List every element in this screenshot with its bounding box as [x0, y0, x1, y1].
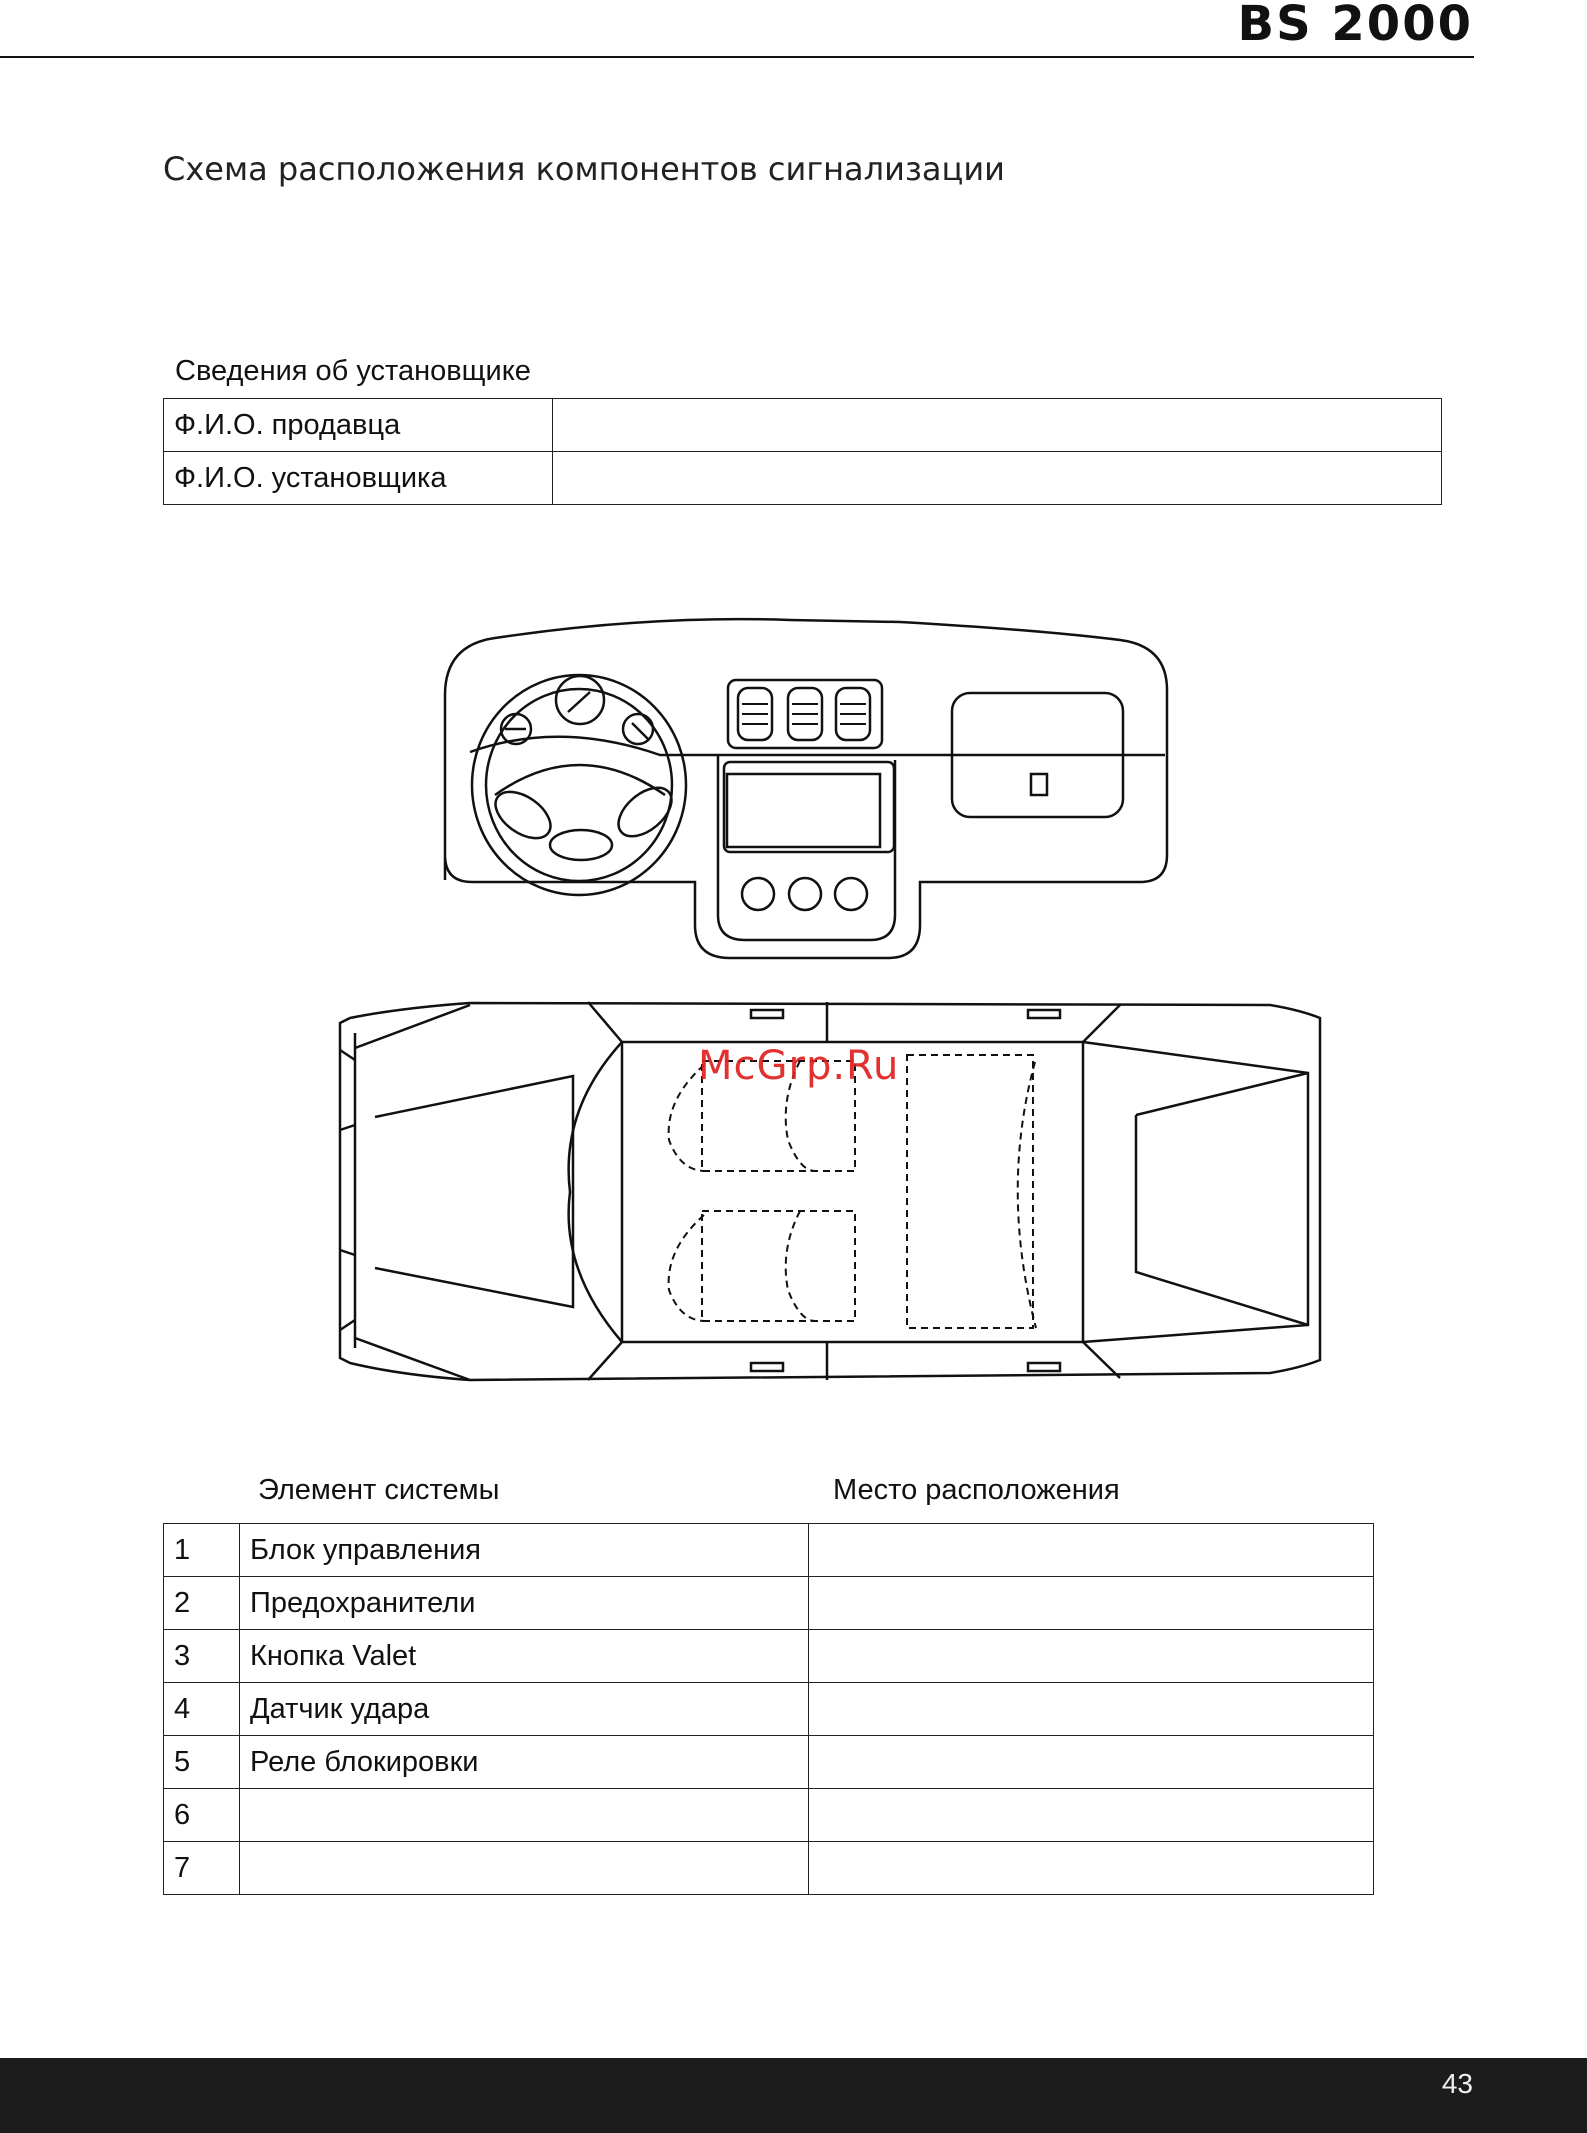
- footer-bar: [0, 2058, 1587, 2133]
- page-title: Схема расположения компонентов сигнализации: [163, 150, 1005, 188]
- location-field[interactable]: [809, 1630, 1374, 1683]
- document-header-title: BS 2000: [1237, 0, 1473, 52]
- table-row: [164, 1789, 1374, 1842]
- seller-name-label: Ф.И.О. продавца: [164, 399, 553, 452]
- location-field[interactable]: [809, 1842, 1374, 1895]
- element-name: Датчик удара: [240, 1683, 809, 1736]
- table-row: [164, 1577, 1374, 1630]
- location-field[interactable]: [809, 1789, 1374, 1842]
- row-number: 5: [164, 1736, 240, 1789]
- watermark-text: McGrp.Ru: [698, 1043, 900, 1089]
- row-number: 4: [164, 1683, 240, 1736]
- element-name: Блок управления: [240, 1524, 809, 1577]
- row-number: 1: [164, 1524, 240, 1577]
- element-name: Реле блокировки: [240, 1736, 809, 1789]
- location-field[interactable]: [809, 1683, 1374, 1736]
- location-field[interactable]: [809, 1577, 1374, 1630]
- row-number: 6: [164, 1789, 240, 1842]
- table-row: [164, 1524, 1374, 1577]
- element-name: Кнопка Valet: [240, 1630, 809, 1683]
- element-name[interactable]: [240, 1789, 809, 1842]
- element-name[interactable]: [240, 1842, 809, 1895]
- installer-section-label: Сведения об установщике: [175, 355, 531, 387]
- row-number: 2: [164, 1577, 240, 1630]
- table-row: [164, 1842, 1374, 1895]
- elements-table: [163, 1523, 1374, 1895]
- element-column-header: Элемент системы: [258, 1474, 500, 1506]
- row-number: 3: [164, 1630, 240, 1683]
- table-row: [164, 1630, 1374, 1683]
- element-name: Предохранители: [240, 1577, 809, 1630]
- table-row: [164, 1736, 1374, 1789]
- location-field[interactable]: [809, 1736, 1374, 1789]
- page-number: 43: [1441, 2068, 1473, 2099]
- location-column-header: Место расположения: [833, 1474, 1120, 1506]
- dashboard-drawing: [445, 619, 1167, 958]
- location-field[interactable]: [809, 1524, 1374, 1577]
- table-row: [164, 1683, 1374, 1736]
- row-number: 7: [164, 1842, 240, 1895]
- installer-name-label: Ф.И.О. установщика: [164, 452, 553, 505]
